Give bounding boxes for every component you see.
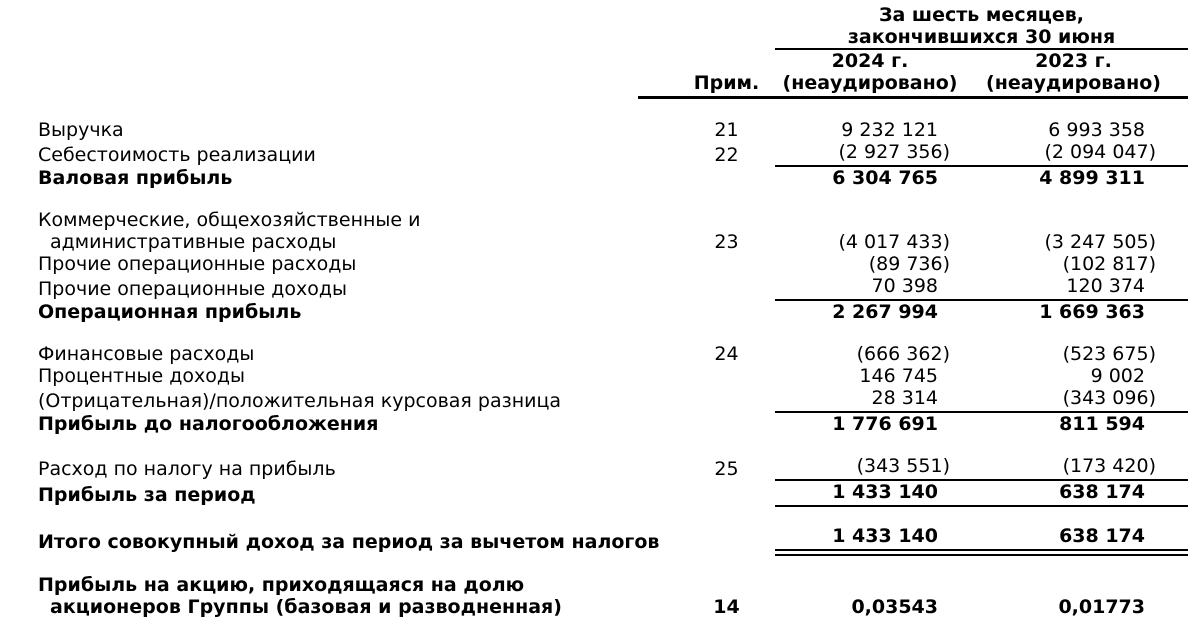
statement-row [38, 166, 1188, 189]
spacer-cell [38, 189, 1188, 209]
value-2023 [985, 525, 1188, 553]
value-2024 [775, 387, 985, 412]
value-2024 [775, 253, 985, 275]
value-2024 [775, 166, 985, 189]
row-label: Прибыль до налогообложения [38, 413, 379, 435]
spacer-cell [38, 506, 1188, 525]
amount: (3 247 505) [1044, 231, 1156, 253]
value-2024 [775, 574, 985, 618]
value-2024 [775, 412, 985, 435]
statement-row [38, 209, 1188, 253]
value-2023 [985, 166, 1188, 189]
value-2023 [985, 343, 1188, 365]
row-label: (Отрицательная)/положительная курсовая разница [38, 390, 562, 412]
value-2024 [775, 480, 985, 506]
note-reference [638, 387, 775, 412]
statement-row [38, 574, 1188, 618]
note-reference [638, 480, 775, 506]
row-label: Расход по налогу на прибыль [38, 458, 336, 480]
amount: (343 096) [1062, 387, 1156, 409]
row-label: Себестоимость реализации [38, 144, 316, 166]
statement-rows [38, 119, 1188, 618]
value-2023 [985, 480, 1188, 506]
statement-row [38, 365, 1188, 387]
value-2024 [775, 365, 985, 387]
year-2023-label: 2023 г. [1035, 50, 1112, 72]
spacer-row [38, 323, 1188, 343]
year-2024-label: 2024 г. [831, 50, 909, 72]
amount: 0,03543 [851, 596, 938, 618]
row-label: Валовая прибыль [38, 167, 233, 189]
amount: 2 267 994 [832, 301, 938, 323]
statement-row [38, 300, 1188, 323]
value-2024 [775, 141, 985, 166]
column-header-2023 [985, 49, 1188, 98]
value-2023 [985, 275, 1188, 300]
note-reference [638, 412, 775, 435]
spacer-cell [38, 435, 1188, 455]
note-reference [638, 300, 775, 323]
amount: (2 927 356) [838, 141, 950, 163]
statement-row [38, 455, 1188, 480]
header-empty-cell [38, 4, 775, 49]
value-2023 [985, 365, 1188, 387]
value-2024 [775, 343, 985, 365]
row-label: Процентные доходы [38, 365, 246, 387]
note-reference [638, 253, 775, 275]
statement-row [38, 275, 1188, 300]
header-spacer-row [38, 98, 1188, 120]
row-label: Выручка [38, 119, 124, 141]
amount: 146 745 [859, 365, 938, 387]
amount: (2 094 047) [1044, 141, 1156, 163]
row-label [38, 209, 638, 253]
amount: (102 817) [1062, 253, 1156, 275]
row-label: Операционная прибыль [38, 301, 302, 323]
amount: 1 669 363 [1039, 301, 1145, 323]
value-2024 [775, 525, 985, 553]
row-label: Прочие операционные доходы [38, 278, 347, 300]
statement-row [38, 253, 1188, 275]
amount: 6 304 765 [832, 167, 938, 189]
note-reference [638, 166, 775, 189]
period-header [775, 4, 1188, 49]
note-reference: 14 [713, 596, 740, 618]
value-2024 [775, 119, 985, 141]
column-header-2024 [775, 49, 985, 98]
period-title-line1: За шесть месяцев, [879, 4, 1084, 26]
amount: 638 174 [1059, 481, 1145, 503]
value-2024 [775, 300, 985, 323]
statement-row [38, 343, 1188, 365]
statement-row [38, 119, 1188, 141]
amount: 28 314 [871, 387, 938, 409]
unaudited-2024-label: (неаудировано) [782, 72, 958, 94]
income-statement-table [38, 4, 1188, 618]
spacer-row [38, 506, 1188, 525]
value-2023 [985, 455, 1188, 480]
row-label: Прибыль за период [38, 484, 256, 506]
statement-row [38, 525, 1188, 553]
amount: (89 736) [868, 253, 950, 275]
row-label-line: Прибыль на акцию, приходящаяся на долю [38, 574, 525, 596]
value-2024 [775, 455, 985, 480]
header-empty-cell [38, 49, 638, 98]
statement-row [38, 387, 1188, 412]
amount: 9 002 [1090, 365, 1145, 387]
value-2023 [985, 574, 1188, 618]
row-label-line: акционеров Группы (базовая и разводненная) [50, 596, 562, 618]
amount: 1 433 140 [832, 525, 938, 547]
row-label: Итого совокупный доход за период за вычетом налогов [38, 530, 660, 553]
amount: 4 899 311 [1039, 167, 1145, 189]
note-reference: 25 [714, 458, 739, 480]
statement-row [38, 412, 1188, 435]
statement-row [38, 141, 1188, 166]
row-label: Финансовые расходы [38, 343, 255, 365]
column-header-row [38, 49, 1188, 98]
amount: 638 174 [1059, 525, 1145, 547]
row-label [38, 574, 638, 618]
period-title-line2: закончившихся 30 июня [847, 26, 1116, 48]
amount: (4 017 433) [838, 231, 950, 253]
note-reference: 21 [714, 119, 739, 141]
spacer-cell [38, 553, 1188, 575]
spacer-row [38, 435, 1188, 455]
value-2023 [985, 253, 1188, 275]
value-2023 [985, 300, 1188, 323]
value-2024 [775, 275, 985, 300]
row-label: Прочие операционные расходы [38, 253, 357, 275]
note-column-header: Прим. [638, 49, 775, 98]
amount: (666 362) [856, 343, 950, 365]
note-reference: 24 [714, 343, 739, 365]
value-2023 [985, 141, 1188, 166]
row-label-line: административные расходы [50, 231, 337, 253]
value-2023 [985, 387, 1188, 412]
amount: 0,01773 [1058, 596, 1145, 618]
amount: 120 374 [1066, 275, 1145, 297]
amount: 811 594 [1059, 413, 1145, 435]
note-reference [638, 365, 775, 387]
value-2024 [775, 209, 985, 253]
statement-row [38, 480, 1188, 506]
value-2023 [985, 412, 1188, 435]
row-label-line: Коммерческие, общехозяйственные и [38, 209, 421, 231]
note-reference: 22 [714, 144, 739, 166]
amount: 1 433 140 [832, 481, 938, 503]
amount: (343 551) [856, 455, 950, 477]
amount: (523 675) [1062, 343, 1156, 365]
spacer-row [38, 189, 1188, 209]
amount: 70 398 [871, 275, 938, 297]
spacer-cell [38, 323, 1188, 343]
note-reference [638, 275, 775, 300]
amount: 9 232 121 [841, 119, 938, 141]
value-2023 [985, 209, 1188, 253]
amount: 6 993 358 [1048, 119, 1145, 141]
spacer-row [38, 553, 1188, 575]
amount: 1 776 691 [832, 413, 938, 435]
value-2023 [985, 119, 1188, 141]
period-header-row [38, 4, 1188, 49]
unaudited-2023-label: (неаудировано) [986, 72, 1161, 94]
note-reference: 23 [714, 231, 739, 253]
amount: (173 420) [1062, 455, 1156, 477]
